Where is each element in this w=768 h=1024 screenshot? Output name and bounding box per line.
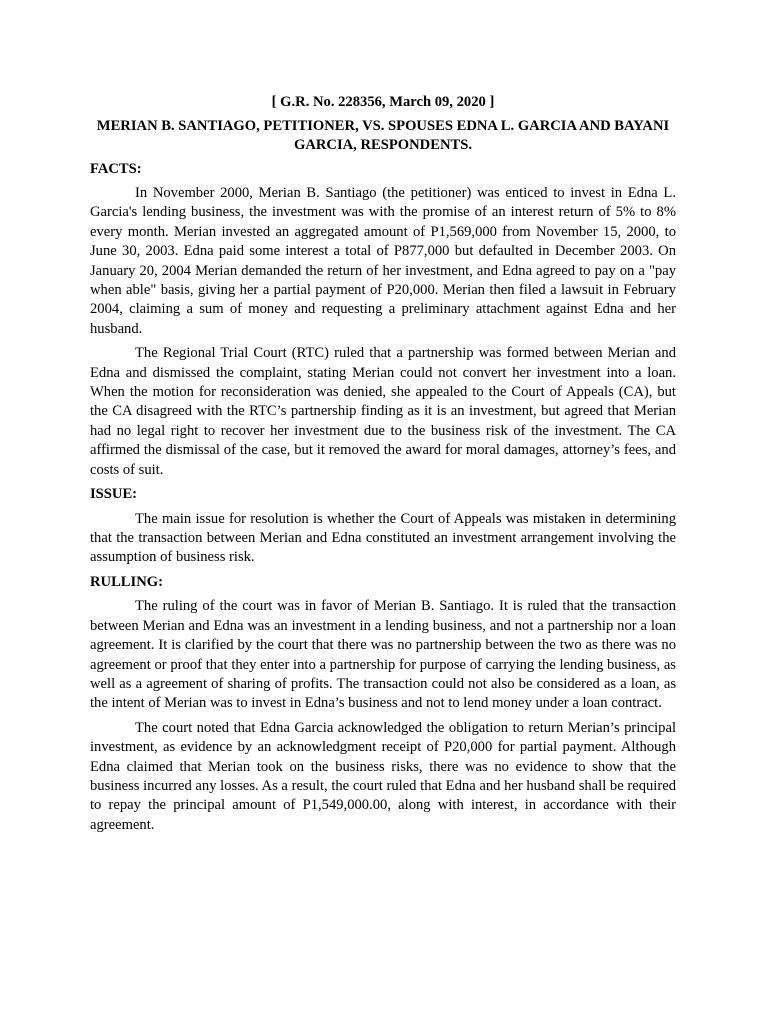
facts-section bbox=[90, 160, 676, 481]
case-number: [ G.R. No. 228356, March 09, 2020 ] bbox=[271, 94, 495, 110]
issue-section bbox=[90, 485, 676, 568]
facts-paragraph-1: In November 2000, Merian B. Santiago (the petitioner) was enticed to invest in Edna L. Garcia's lending business, the investment was with the promise of an interest return of 5% to 8% every month. Merian invested an aggregated amount of P1,569,000 from November 15, 2000, to June 30, 2003. Edna paid some interest a total of P877,000 but defaulted in December 2003. On January 20, 2004 Merian demanded the return of her investment, and Edna agreed to pay on a "pay when able" basis, giving her a partial payment of P20,000. Merian then filed a lawsuit in February 2004, claiming a sum of money and requesting a preliminary attachment against Edna and her husband. bbox=[90, 185, 676, 337]
issue-paragraph-1: The main issue for resolution is whether the Court of Appeals was mistaken in determining that the transaction between Merian and Edna constituted an investment arrangement involving the assumption of business risk. bbox=[90, 510, 676, 566]
ruling-paragraph-2: The court noted that Edna Garcia acknowledged the obligation to return Merian’s principal investment, as evidence by an acknowledgment receipt of P20,000 for partial payment. Although Edna claimed that Merian took on the business risks, there was no evidence to show that the business incurred any losses. As a result, the court ruled that Edna and her husband shall be required to repay the principal amount of P1,549,000.00, along with interest, in accordance with their agreement. bbox=[90, 719, 676, 833]
facts-heading: FACTS: bbox=[90, 160, 142, 177]
issue-heading: ISSUE: bbox=[90, 486, 138, 503]
facts-paragraph-2: The Regional Trial Court (RTC) ruled that a partnership was formed between Merian and Edna and dismissed the complaint, stating Merian could not convert her investment into a loan. When the motion for reconsideration was denied, she appealed to the Court of Appeals (CA), but the CA disagreed with the RTC’s partnership finding as it is an investment, but agreed that Merian had no legal right to recover her investment due to the business risk of the investment. The CA affirmed the dismissal of the case, but it removed the award for moral damages, attorney’s fees, and costs of suit. bbox=[90, 345, 676, 478]
ruling-heading: RULLING: bbox=[90, 573, 163, 590]
ruling-paragraph-1: The ruling of the court was in favor of Merian B. Santiago. It is ruled that the transaction between Merian and Edna was an investment in a lending business, and not a partnership nor a loan agreement. It is clarified by the court that there was no partnership between the two as there was no agreement or proof that they enter into a partnership for purpose of carrying the lending business, as well as a agreement of sharing of profits. The transaction could not also be considered as a loan, as the intent of Merian was to invest in Edna’s business and not to lend money under a loan contract. bbox=[90, 598, 676, 712]
case-title: MERIAN B. SANTIAGO, PETITIONER, VS. SPOUSES EDNA L. GARCIA AND BAYANI GARCIA, RESPONDENTS. bbox=[96, 117, 670, 153]
document-page bbox=[90, 93, 676, 840]
ruling-section bbox=[90, 573, 676, 835]
